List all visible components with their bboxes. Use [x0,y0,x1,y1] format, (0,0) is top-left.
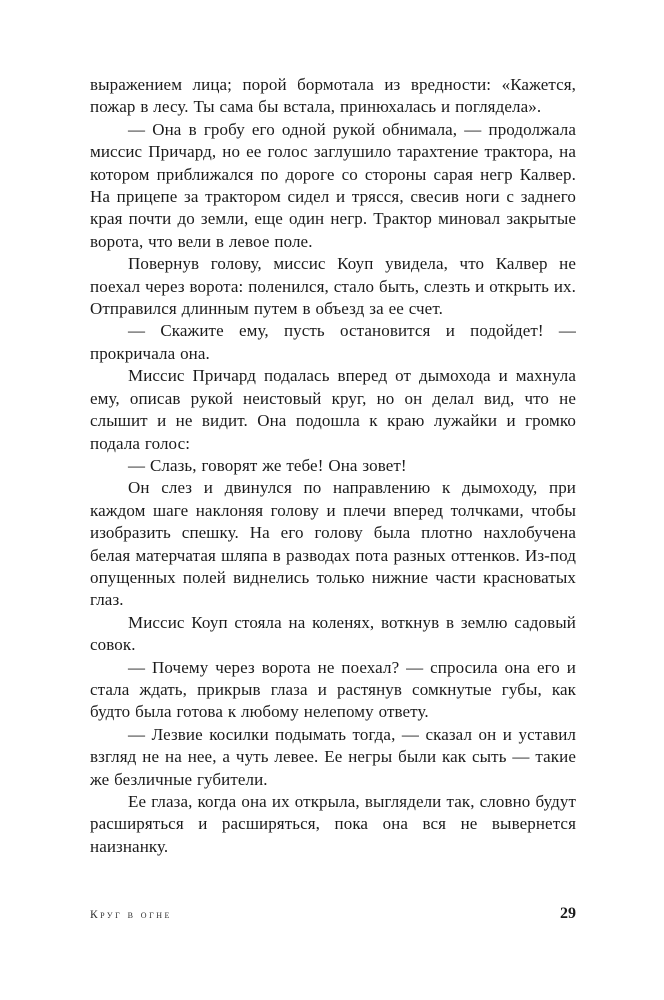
text-block [90,74,576,858]
paragraph: — Почему через ворота не поехал? — спросила она его и стала ждать, прикрыв глаза и растянув сомкнутые губы, как будто была готова к любому нелепому ответу. [90,657,576,722]
paragraph: Миссис Причард подалась вперед от дымохода и махнула ему, описав рукой неистовый круг, но он делал вид, что не слышит и не видит. Она подошла к краю лужайки и громко подала голос: [90,366,576,453]
paragraph: — Скажите ему, пусть остановится и подойдет! — прокричала она. [90,321,576,363]
paragraph: Миссис Коуп стояла на коленях, воткнув в землю садовый совок. [90,612,576,655]
paragraph: — Лезвие косилки подымать тогда, — сказал он и уставил взгляд не на нее, а чуть левее. Ее негры были как сыть — такие же безличные губители. [90,724,576,789]
page-number: 29 [560,905,576,922]
paragraph: Повернув голову, миссис Коуп увидела, что Калвер не поехал через ворота: поленился, стало быть, слезть и открыть их. Отправился длинным путем в объезд за ее счет. [90,254,576,319]
paragraph: выражением лица; порой бормотала из вредности: «Кажется, пожар в лесу. Ты сама бы встала, принюхалась и поглядела». [90,75,576,117]
paragraph: Он слез и двинулся по направлению к дымоходу, при каждом шаге наклоняя голову и плечи вперед толчками, чтобы изобразить спешку. На его голову была плотно нахлобучена белая матерчатая шляпа в разводах пота разных оттенков. Из-под опущенных полей виднелись только нижние части красноватых глаз. [90,478,576,610]
paragraph: — Слазь, говорят же тебе! Она зовет! [128,455,407,475]
running-title: Круг в огне [90,909,172,921]
page-footer [90,905,576,923]
paragraph: Ее глаза, когда она их открыла, выглядели так, словно будут расширяться и расширяться, пока она вся не вывернется наизнанку. [90,792,576,856]
paragraph: — Она в гробу его одной рукой обнимала, — продолжала миссис Причард, но ее голос заглушило тарахтение трактора, на котором приближался по дороге со стороны сарая негр Калвер. На прицепе за трактором сидел и трясся, свесив ноги с заднего края почти до земли, еще один негр. Трактор миновал закрытые ворота, что вели в левое поле. [90,119,576,251]
